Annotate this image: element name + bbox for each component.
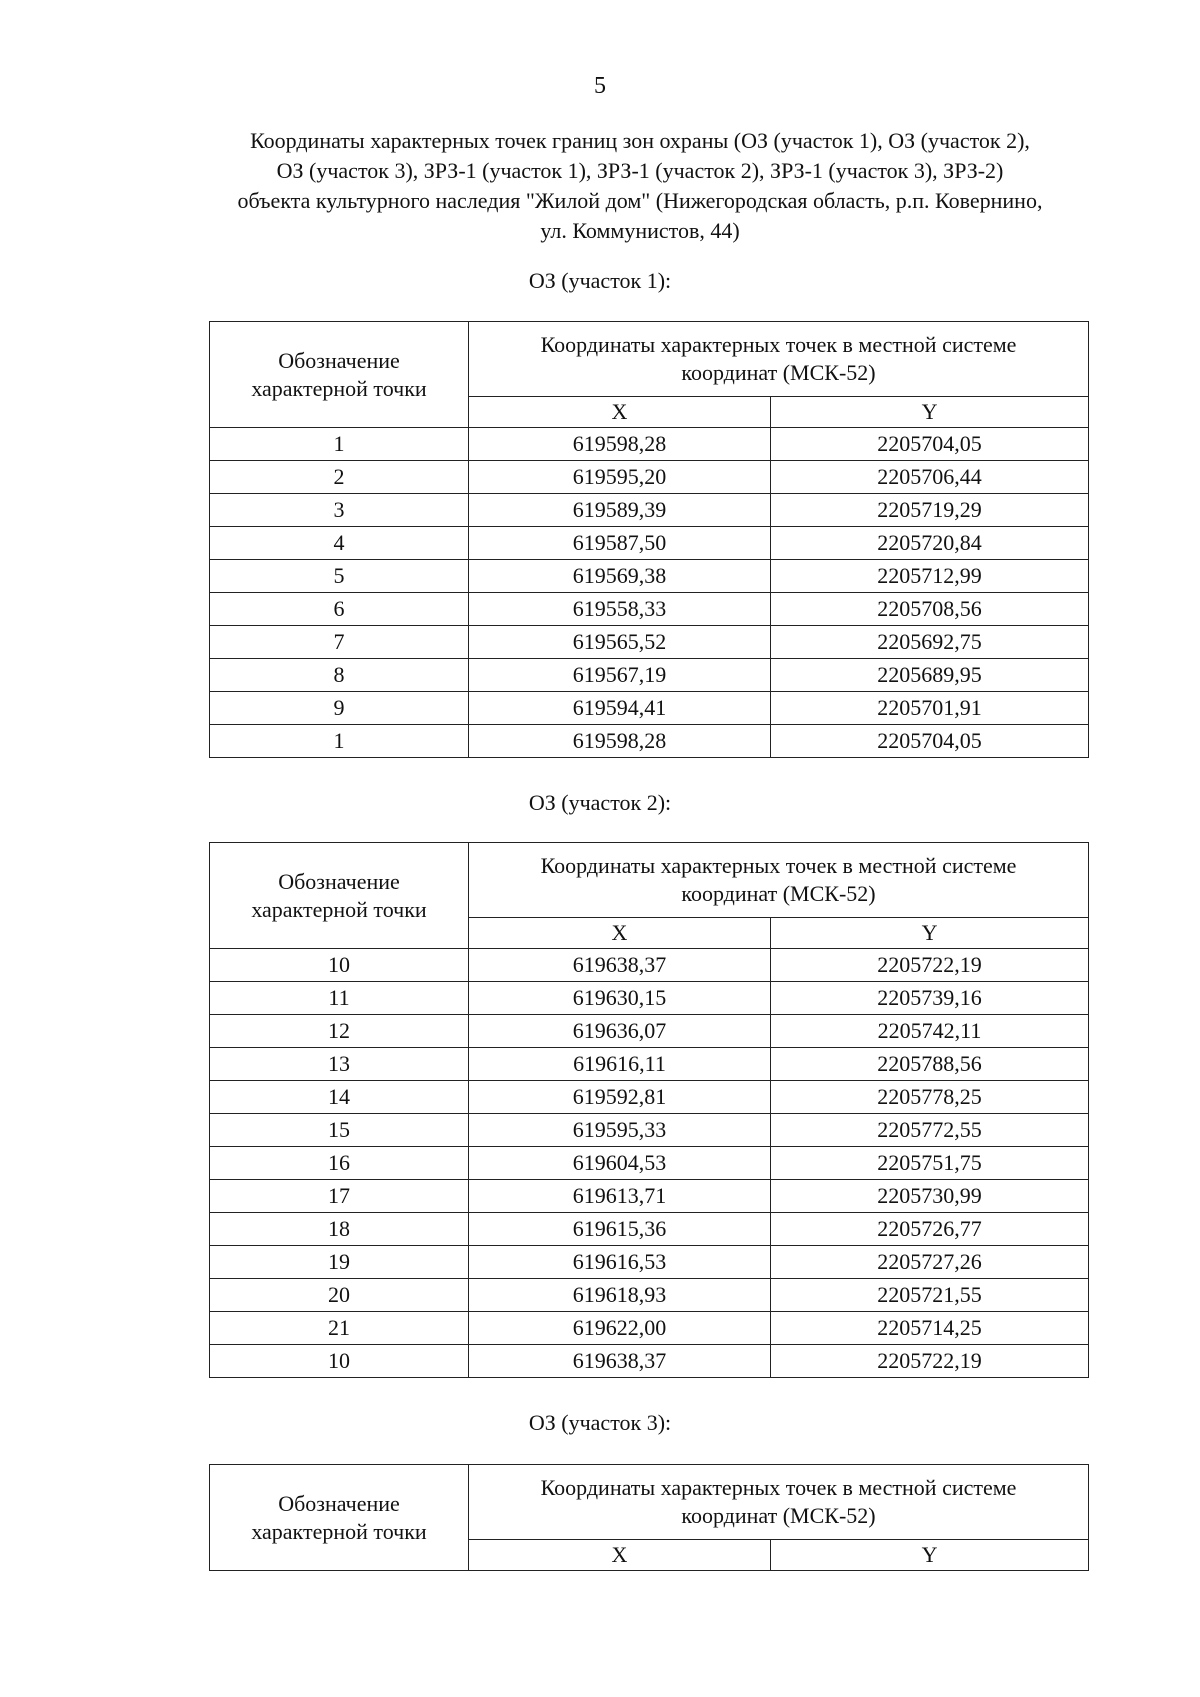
y-column-header: Y [771, 397, 1089, 428]
x-cell: 619558,33 [469, 593, 771, 626]
table-row [210, 626, 1089, 659]
table-row [210, 1279, 1089, 1312]
coords-header-line-2: координат (МСК-52) [681, 881, 876, 906]
table-row [210, 692, 1089, 725]
table-row [210, 461, 1089, 494]
point-cell: 3 [210, 494, 469, 527]
point-cell: 6 [210, 593, 469, 626]
coords-header-line-2: координат (МСК-52) [681, 360, 876, 385]
table-row [210, 527, 1089, 560]
y-cell: 2205742,11 [771, 1015, 1089, 1048]
table-row [210, 659, 1089, 692]
y-cell: 2205788,56 [771, 1048, 1089, 1081]
x-cell: 619622,00 [469, 1312, 771, 1345]
x-cell: 619592,81 [469, 1081, 771, 1114]
point-header-line-2: характерной точки [251, 375, 427, 401]
title-line-1: Координаты характерных точек границ зон охраны (ОЗ (участок 1), ОЗ (участок 2), [250, 128, 1030, 153]
coords-header-line-1: Координаты характерных точек в местной системе [540, 1475, 1017, 1500]
point-cell: 10 [210, 949, 469, 982]
x-cell: 619616,11 [469, 1048, 771, 1081]
section-heading-oz-3: ОЗ (участок 3): [528, 1410, 672, 1435]
x-cell: 619638,37 [469, 949, 771, 982]
x-cell: 619615,36 [469, 1213, 771, 1246]
document-title [170, 126, 1110, 246]
y-cell: 2205704,05 [771, 725, 1089, 758]
y-cell: 2205727,26 [771, 1246, 1089, 1279]
x-cell: 619638,37 [469, 1345, 771, 1378]
coordinates-table-oz-3 [209, 1464, 1089, 1571]
coords-column-header [469, 843, 1089, 918]
point-cell: 17 [210, 1180, 469, 1213]
table-row [210, 1213, 1089, 1246]
table-row [210, 949, 1089, 982]
table-row [210, 428, 1089, 461]
point-header-line-1: Обозначение [278, 1490, 400, 1516]
point-header-line-2: характерной точки [251, 1518, 427, 1544]
table-row [210, 982, 1089, 1015]
title-line-2: ОЗ (участок 3), ЗРЗ-1 (участок 1), ЗРЗ-1 (участок 2), ЗРЗ-1 (участок 3), ЗРЗ-2) [276, 158, 1004, 183]
point-header-line-1: Обозначение [278, 868, 400, 894]
x-cell: 619567,19 [469, 659, 771, 692]
point-cell: 13 [210, 1048, 469, 1081]
title-line-4: ул. Коммунистов, 44) [540, 218, 740, 243]
point-cell: 9 [210, 692, 469, 725]
x-cell: 619618,93 [469, 1279, 771, 1312]
y-cell: 2205722,19 [771, 949, 1089, 982]
table-row [210, 1081, 1089, 1114]
y-cell: 2205751,75 [771, 1147, 1089, 1180]
point-cell: 18 [210, 1213, 469, 1246]
point-cell: 20 [210, 1279, 469, 1312]
table-row [210, 494, 1089, 527]
table-row [210, 1345, 1089, 1378]
y-cell: 2205722,19 [771, 1345, 1089, 1378]
x-column-header: X [469, 1540, 771, 1571]
section-heading-oz-1: ОЗ (участок 1): [528, 268, 672, 293]
table-header-row [210, 1465, 1089, 1540]
y-cell: 2205739,16 [771, 982, 1089, 1015]
point-header-line-2: характерной точки [251, 896, 427, 922]
title-line-3: объекта культурного наследия "Жилой дом" (Нижегородская область, р.п. Ковернино, [237, 188, 1043, 213]
y-column-header: Y [771, 918, 1089, 949]
coordinates-table-oz-2 [209, 842, 1089, 1378]
y-cell: 2205701,91 [771, 692, 1089, 725]
table-row [210, 1147, 1089, 1180]
y-cell: 2205704,05 [771, 428, 1089, 461]
point-cell: 1 [210, 725, 469, 758]
table-row [210, 560, 1089, 593]
y-cell: 2205772,55 [771, 1114, 1089, 1147]
point-cell: 15 [210, 1114, 469, 1147]
x-cell: 619594,41 [469, 692, 771, 725]
point-cell: 16 [210, 1147, 469, 1180]
x-cell: 619604,53 [469, 1147, 771, 1180]
table-header-row [210, 843, 1089, 918]
y-column-header: Y [771, 1540, 1089, 1571]
x-cell: 619595,20 [469, 461, 771, 494]
coords-header-line-1: Координаты характерных точек в местной системе [540, 332, 1017, 357]
x-column-header: X [469, 918, 771, 949]
coords-column-header [469, 322, 1089, 397]
table-header-row [210, 322, 1089, 397]
point-cell: 12 [210, 1015, 469, 1048]
coords-column-header [469, 1465, 1089, 1540]
table-row [210, 1048, 1089, 1081]
y-cell: 2205712,99 [771, 560, 1089, 593]
page-number: 5 [594, 73, 606, 99]
x-cell: 619569,38 [469, 560, 771, 593]
point-cell: 4 [210, 527, 469, 560]
point-cell: 21 [210, 1312, 469, 1345]
point-header-line-1: Обозначение [278, 347, 400, 373]
x-cell: 619598,28 [469, 428, 771, 461]
y-cell: 2205730,99 [771, 1180, 1089, 1213]
x-cell: 619636,07 [469, 1015, 771, 1048]
point-column-header [210, 322, 469, 428]
table-row [210, 593, 1089, 626]
y-cell: 2205689,95 [771, 659, 1089, 692]
point-cell: 19 [210, 1246, 469, 1279]
x-cell: 619613,71 [469, 1180, 771, 1213]
point-column-header [210, 843, 469, 949]
table-row [210, 1114, 1089, 1147]
y-cell: 2205721,55 [771, 1279, 1089, 1312]
x-cell: 619595,33 [469, 1114, 771, 1147]
coordinates-table-oz-1 [209, 321, 1089, 758]
point-cell: 1 [210, 428, 469, 461]
y-cell: 2205778,25 [771, 1081, 1089, 1114]
point-cell: 10 [210, 1345, 469, 1378]
table-row [210, 1015, 1089, 1048]
coords-header-line-2: координат (МСК-52) [681, 1503, 876, 1528]
point-cell: 14 [210, 1081, 469, 1114]
x-cell: 619589,39 [469, 494, 771, 527]
point-cell: 11 [210, 982, 469, 1015]
y-cell: 2205714,25 [771, 1312, 1089, 1345]
table-row [210, 725, 1089, 758]
y-cell: 2205720,84 [771, 527, 1089, 560]
x-cell: 619616,53 [469, 1246, 771, 1279]
table-row [210, 1312, 1089, 1345]
point-cell: 7 [210, 626, 469, 659]
x-cell: 619587,50 [469, 527, 771, 560]
y-cell: 2205726,77 [771, 1213, 1089, 1246]
y-cell: 2205706,44 [771, 461, 1089, 494]
x-cell: 619565,52 [469, 626, 771, 659]
y-cell: 2205708,56 [771, 593, 1089, 626]
table-row [210, 1246, 1089, 1279]
point-cell: 5 [210, 560, 469, 593]
x-column-header: X [469, 397, 771, 428]
x-cell: 619598,28 [469, 725, 771, 758]
y-cell: 2205692,75 [771, 626, 1089, 659]
coords-header-line-1: Координаты характерных точек в местной системе [540, 853, 1017, 878]
section-heading-oz-2: ОЗ (участок 2): [528, 790, 672, 815]
point-column-header [210, 1465, 469, 1571]
y-cell: 2205719,29 [771, 494, 1089, 527]
x-cell: 619630,15 [469, 982, 771, 1015]
point-cell: 2 [210, 461, 469, 494]
table-row [210, 1180, 1089, 1213]
point-cell: 8 [210, 659, 469, 692]
